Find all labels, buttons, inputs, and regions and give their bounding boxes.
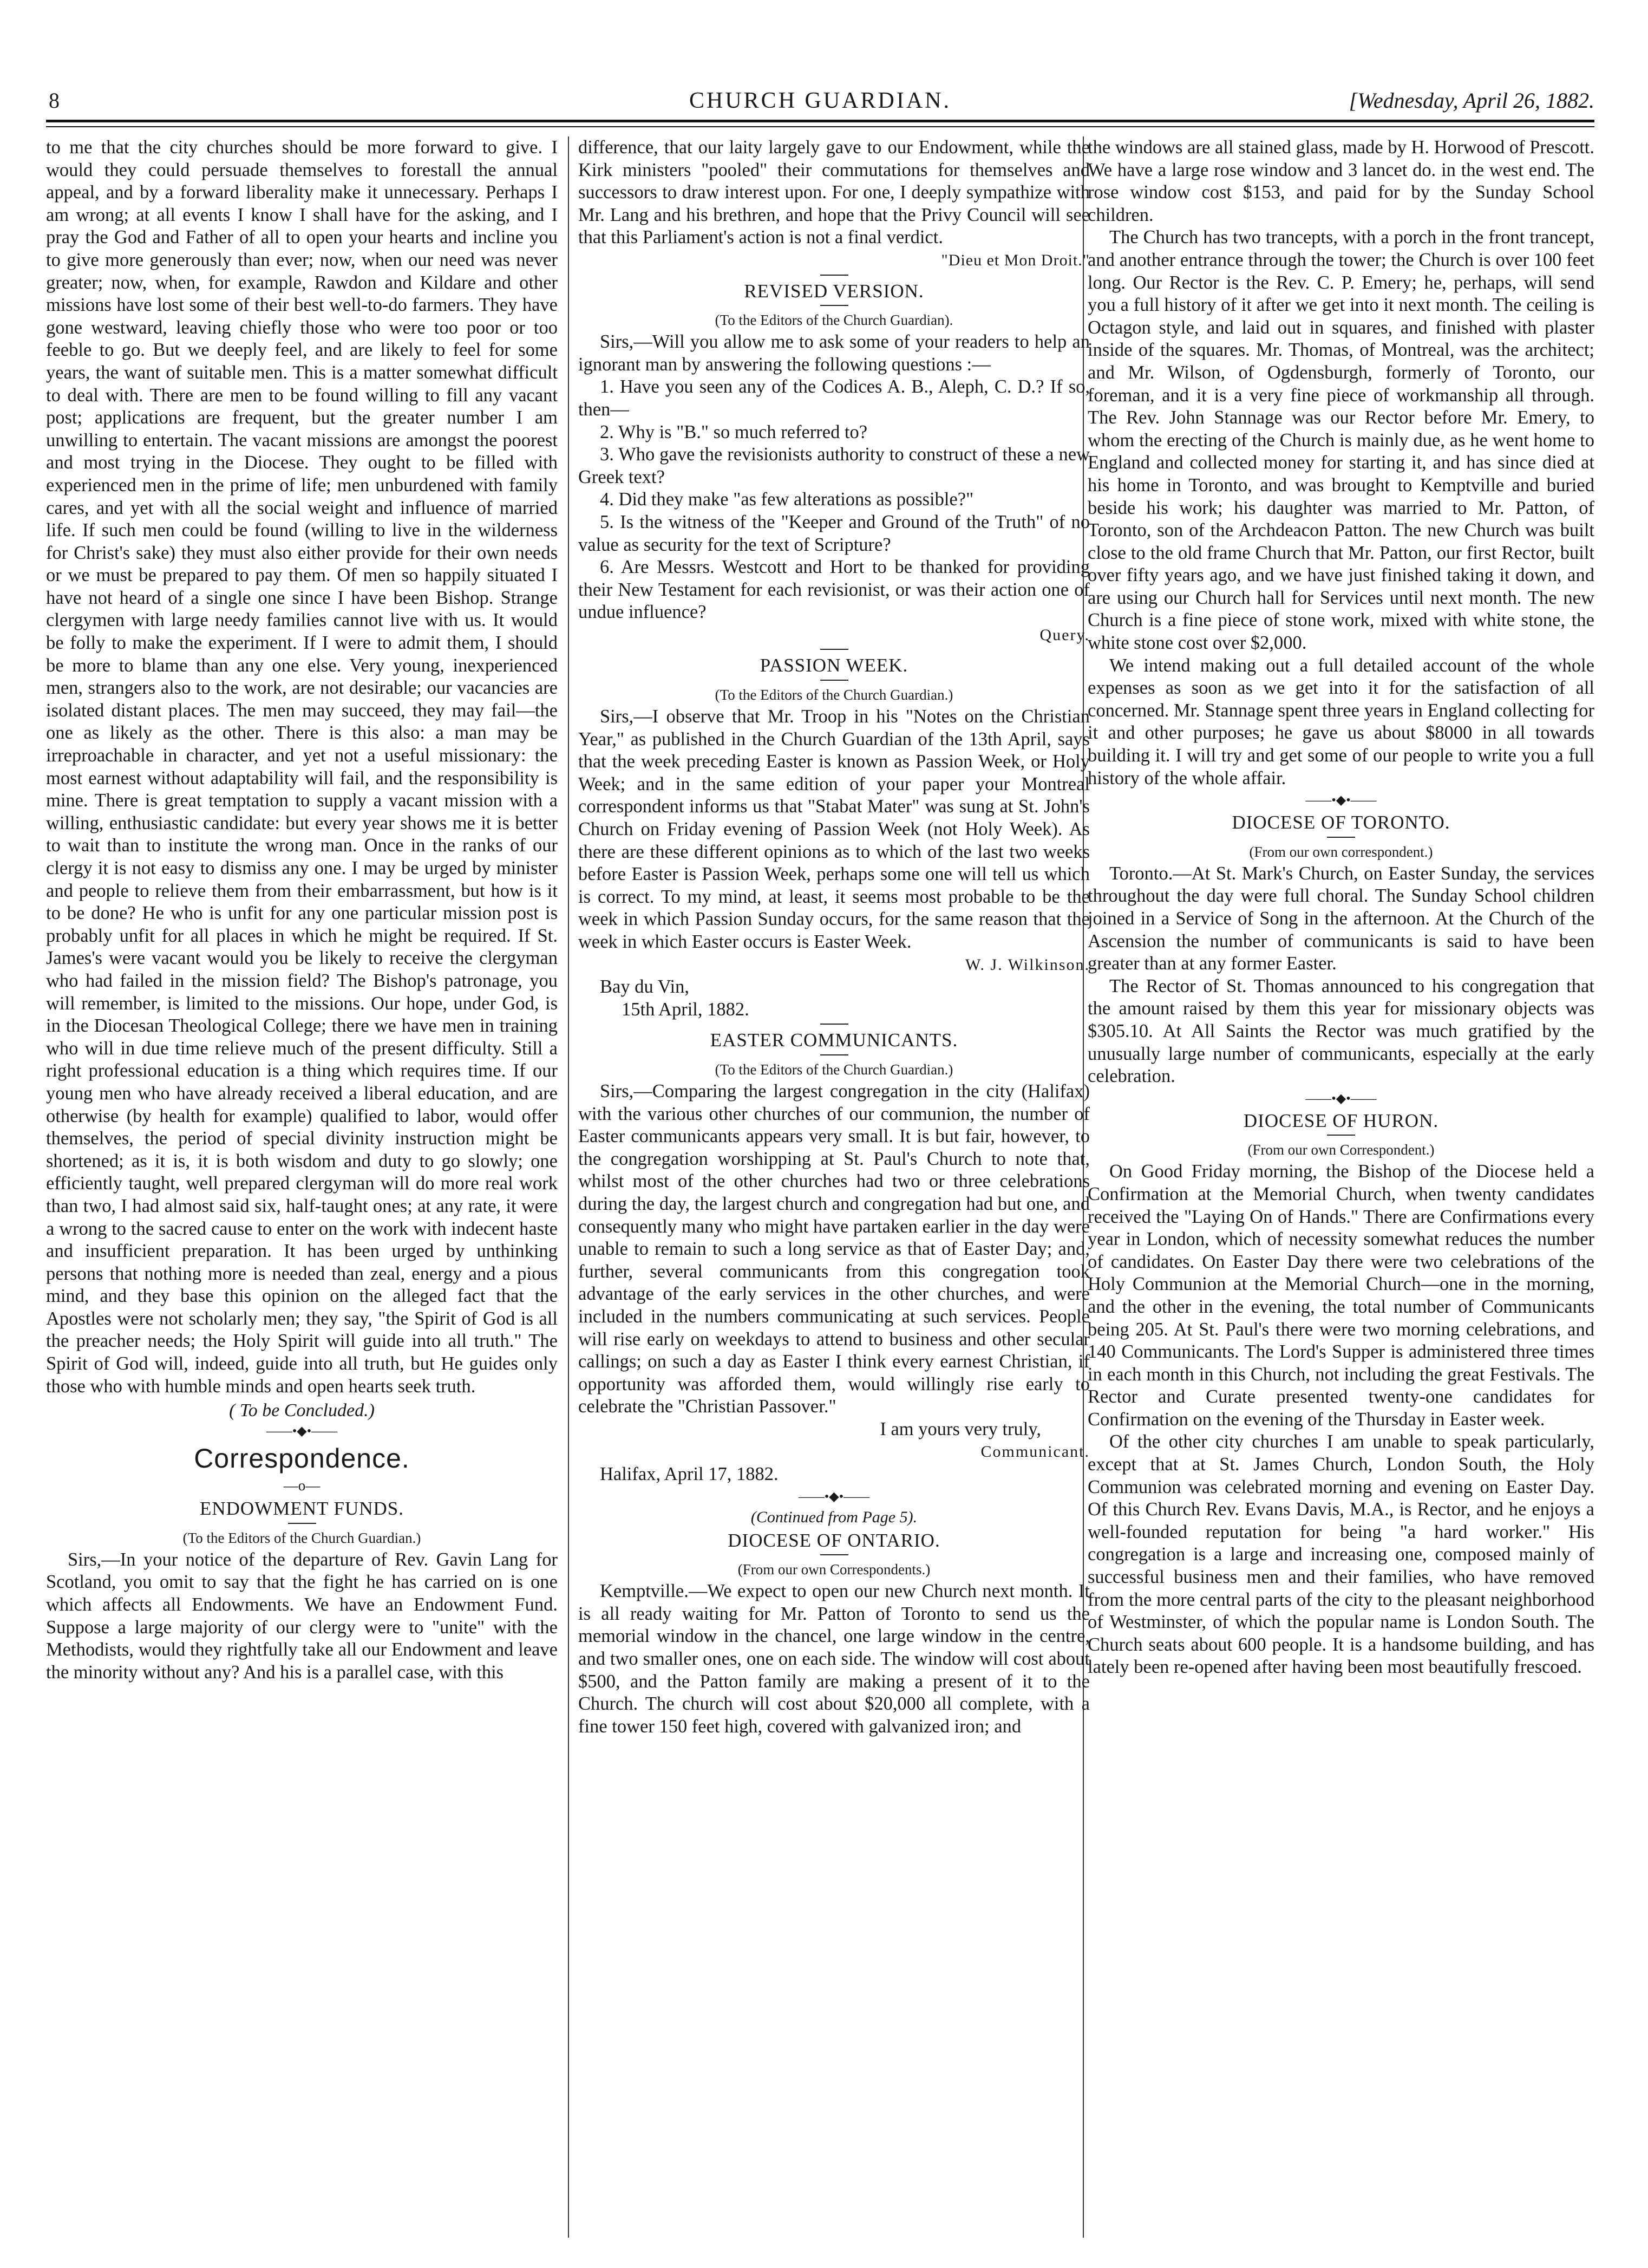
newspaper-title: CHURCH GUARDIAN.	[689, 88, 952, 113]
kemptville-report-continuation: the windows are all stained glass, made by H. Horwood of Prescott. We have a large rose window and 3 lancet do. in the west end. The rose window cost $153, and paid for by the Sunday School children.	[1088, 137, 1594, 225]
easter-communicants-heading: EASTER COMMUNICANTS.	[710, 1029, 958, 1051]
ornament-small: —o—	[283, 1477, 321, 1494]
dash-divider	[1327, 837, 1355, 838]
dash-divider	[820, 1054, 848, 1055]
column-3	[1088, 136, 1594, 2238]
easter-letter-closing: I am yours very truly,	[880, 1418, 1041, 1439]
page-number: 8	[49, 88, 60, 113]
kemptville-church-description: The Church has two trancepts, with a porch in the front trancept, and another entrance through the tower; the Church is over 100 feet long. Our Rector is the Rev. C. P. Emery; he, perhaps, will send you a full history of it after we get into it next month. The ceiling is Octagon style, and laid out in squares, and finished with plaster inside of the squares. Mr. Thomas, of Montreal, was the architect; and Mr. Wilson, of Ogdensburgh, formerly of Toronto, our foreman, and it is a very fine piece of workmanship all through. The Rev. John Stannage was our Rector before Mr. Emery, to whom the erecting of the Church is mainly due, as he went home to England and collected money for starting it, and has since died at his home in Toronto, and was brought to Kemptville and buried beside his work; his daughter was married to Mr. Patton, of Toronto, son of the Archdeacon Patton. The new Church was built close to the old frame Church that Mr. Patton, our first Rector, built over fifty years ago, and we have just finished taking it down, and are using our Church hall for Services until next month. The new Church is a fine piece of stone work, mixed with white stone, the white stone cost over $2,000.	[1088, 227, 1594, 654]
passion-week-signature: W. J. Wilkinson.	[965, 955, 1090, 974]
letter-signature-motto: "Dieu et Mon Droit."	[941, 251, 1090, 269]
question-2: 2. Why is "B." so much referred to?	[600, 421, 868, 442]
easter-communicants-byline: (To the Editors of the Church Guardian.)	[715, 1061, 953, 1078]
kemptville-expenses: We intend making out a full detailed account of the whole expenses as soon as we get into it for the satisfaction of all concerned. Mr. Stannage spent three years in England collecting for it and other purposes; he gave us about $8000 in all towards building it. I will try and get some of our people to write you a full history of the whole affair.	[1088, 655, 1594, 788]
column-2	[578, 136, 1090, 2238]
endowment-funds-byline: (To the Editors of the Church Guardian.)	[182, 1529, 421, 1546]
dash-divider	[820, 649, 848, 650]
ornament-divider: ——•◆•——	[1305, 1091, 1377, 1106]
revised-version-intro: Sirs,—Will you allow me to ask some of your readers to help an ignorant man by answering the following questions :—	[578, 331, 1090, 375]
query-signature: Query.	[1039, 625, 1090, 644]
revised-version-heading: REVISED VERSION.	[744, 280, 924, 302]
diocese-of-ontario-heading: DIOCESE OF ONTARIO.	[728, 1529, 940, 1551]
kemptville-report: Kemptville.—We expect to open our new Church next month. It is all ready waiting for Mr. Patton of Toronto to send us the memorial window in the chancel, one large window in the centre, and two smaller ones, one on each side. The window will cost about $500, and the Patton family are making a present of it to the Church. The church will cost about $20,000 all complete, with a fine tower 150 feet high, covered with galvanized iron; and	[578, 1581, 1090, 1737]
easter-letter-signature: Communicant.	[980, 1443, 1090, 1461]
toronto-report-2: The Rector of St. Thomas announced to his congregation that the amount raised by them this year for missionary objects was $305.10. At All Saints the Rector was much gratified by the unusually large number of communicants, especially at the early celebration.	[1088, 975, 1594, 1087]
masthead-rule-thin	[46, 126, 1594, 127]
dash-divider	[288, 1523, 316, 1524]
dash-divider	[820, 305, 848, 306]
dash-divider	[820, 680, 848, 681]
dash-divider	[1327, 1135, 1355, 1136]
ornament-divider: ——•◆•——	[798, 1489, 870, 1504]
question-3: 3. Who gave the revisionists authority to construct of these a new Greek text?	[578, 444, 1090, 487]
revised-version-byline: (To the Editors of the Church Guardian).	[715, 312, 953, 329]
passion-week-byline: (To the Editors of the Church Guardian.)	[715, 687, 953, 703]
masthead	[46, 86, 1594, 116]
masthead-rule-thick	[46, 120, 1594, 122]
endowment-funds-letter: Sirs,—In your notice of the departure of Rev. Gavin Lang for Scotland, you omit to say that the fight he has carried on is one which affects all Endowments. We have an Endowment Fund. Suppose a large majority of our clergy were to "unite" with the Methodists, would they rightfully take all our Endowment and leave the minority without any? And his is a parallel case, with this	[46, 1549, 558, 1683]
passion-week-letter: Sirs,—I observe that Mr. Troop in his "Notes on the Christian Year," as published in the Church Guardian of the 13th April, says that the week preceding Easter is known as Passion Week, or Holy Week; and in the same edition of your paper your Montreal correspondent informs us that "Stabat Mater" was sung at St. John's Church on Friday evening of Passion Week (not Holy Week). As there are these different opinions as to which of the last two weeks before Easter is Passion Week, perhaps some one will tell us which is correct. To my mind, at least, it seems most probable to be the week in which Passion Sunday occurs, for the same reason that the week in which Easter occurs is Easter Week.	[578, 706, 1090, 952]
easter-letter-place-date: Halifax, April 17, 1882.	[600, 1464, 779, 1485]
diocese-of-toronto-heading: DIOCESE OF TORONTO.	[1232, 812, 1450, 833]
article-continuation: to me that the city churches should be more forward to give. I would they could persuade themselves to forestall the annual appeal, and by a forward liberality make it unnecessary. Perhaps I am wrong; at all events I know I shall have for the asking, and I pray the God and Father of all to open your hearts and incline you to give more generously than ever; now, when our need was never greater; now, when, for example, Rawdon and Kildare and other missions have lost some of their best well-to-do farmers. They have gone westward, leaving chiefly those who were too poor or too feeble to go. But we deeply feel, and are likely to feel for some years, the want of suitable men. This is a matter somewhat difficult to deal with. There are men to be found willing to fill any vacant post; applications are frequent, but the greater number I am unwilling to entertain. The vacant missions are amongst the poorest and most trying in the Diocese. They ought to be filled with experienced men in the prime of life; men unburdened with family cares, and yet with all the social weight and influence of married life. If such men could be found (willing to live in the wilderness for Christ's sake) they must also either provide for their own needs or we must be prepared to pay them. Of men so happily situated I have not heard of a single one since I have been Bishop. Strange clergymen with large needy families cannot live with us. It would be folly to make the experiment. If I were to admit them, I should be more to blame than any one else. Very young, inexperienced men, strangers also to the work, are not desirable; our vacancies are isolated distant places. The men may succeed, they may fail—the one as likely as the other. There is this also: a man may be irreproachable in character, and yet not a useful missionary: the most earnest without adaptability will fail, and the responsibility is mine. There is great temptation to supply a vacant mission with a willing, enthusiastic candidate: but every year shows me it is better to wait than to institute the wrong man. Once in the ranks of our clergy it is not easy to dismiss any one. I may be urged by minister and people to relieve them from their embarrassment, but how is it to be done? He who is unfit for any one particular mission post is probably unfit for all places in which he might be required. If St. James's were vacant would you be likely to receive the clergyman who had failed in the mission field? The Bishop's patronage, you will remember, is limited to the missions. Our hope, under God, is in the Diocesan Theological College; there we have men in training who will in due time relieve much of the present difficulty. Still a right professional education is a thing which requires time. If our young men who have already received a liberal education, and are otherwise (by health for example) qualified to labor, would offer themselves, the period of special divinity instruction might be shortened; as it is, it is both wisdom and duty to go slowly; one efficiently taught, well prepared clergyman will do more real work than two, I had almost said six, half-taught ones; at any rate, it were a wrong to the sacred cause to enter on the work with indecent haste and insufficient preparation. It has been urged by unthinking persons that nothing more is needed than zeal, energy and a pious mind, and they base this opinion on the alleged fact that the Apostles were not scholarly men; they say, "the Spirit of God is all the preacher needs; the Holy Spirit will guide into all truth." The Spirit of God will, indeed, guide into all truth, but He guides only those who with humble minds and open hearts seek truth.	[46, 137, 558, 1397]
dash-divider	[820, 1024, 848, 1025]
passion-week-heading: PASSION WEEK.	[760, 655, 908, 676]
issue-date: [Wednesday, April 26, 1882.	[1349, 88, 1594, 113]
huron-report-1: On Good Friday morning, the Bishop of the Diocese held a Confirmation at the Memorial Church, when twenty candidates received the "Laying On of Hands." There are Confirmations every year in London, which of necessity somewhat reduces the number of candidates. On Easter Day there were two celebrations of the Holy Communion at the Memorial Church—one in the morning, and the other in the evening, the total number of Communicants being 205. At St. Paul's there were two morning celebrations, and 140 Communicants. The Lord's Supper is administered three times in each month in this Church, not including the great Festivals. The Rector and Curate presented twenty-one candidates for Confirmation on the evening of the Thursday in Easter week.	[1088, 1161, 1594, 1430]
question-5: 5. Is the witness of the "Keeper and Ground of the Truth" of no value as security for the text of Scripture?	[578, 511, 1090, 555]
diocese-of-ontario-byline: (From our own Correspondents.)	[737, 1561, 931, 1578]
toronto-report-1: Toronto.—At St. Mark's Church, on Easter Sunday, the services throughout the day were full choral. The Sunday School children joined in a Service of Song in the afternoon. At the Church of the Ascension the number of communicants is said to have been greater than at any former Easter.	[1088, 863, 1594, 974]
diocese-of-huron-byline: (From our own Correspondent.)	[1247, 1142, 1435, 1158]
to-be-concluded-note: ( To be Concluded.)	[229, 1400, 375, 1421]
passion-week-place: Bay du Vin,	[600, 976, 690, 998]
endowment-letter-continuation: difference, that our laity largely gave to our Endowment, while the Kirk ministers "pooled" their commutations for themselves and successors to draw interest upon. For one, I deeply sympathize with Mr. Lang and his brethren, and hope that the Privy Council will see that this Parliament's action is not a final verdict.	[578, 137, 1090, 248]
huron-report-2: Of the other city churches I am unable to speak particularly, except that at St. James Church, London South, the Holy Communion was celebrated morning and evening on Easter Day. Of this Church Rev. Evans Davis, M.A., is Rector, and he enjoys a well-founded reputation for being "a hard worker." His congregation is a large and increasing one, composed mainly of successful business men and their families, who have removed from the more central parts of the city to the pleasant neighborhood of Westminster, of which the popular name is London South. The Church seats about 600 people. It is a handsome building, and has lately been re-opened after having been most beautifully frescoed.	[1088, 1431, 1594, 1678]
column-1	[46, 136, 558, 2238]
diocese-of-huron-heading: DIOCESE OF HURON.	[1243, 1110, 1439, 1131]
question-1: 1. Have you seen any of the Codices A. B., Aleph, C. D.? If so, then—	[578, 376, 1090, 420]
diocese-of-toronto-byline: (From our own correspondent.)	[1249, 843, 1433, 860]
dash-divider	[820, 1554, 848, 1555]
passion-week-date: 15th April, 1882.	[622, 999, 749, 1020]
dash-divider	[820, 275, 848, 276]
easter-communicants-letter: Sirs,—Comparing the largest congregation in the city (Halifax) with the various other churches of our communion, the number of Easter communicants appears very small. It is but fair, however, to the congregation worshipping at St. Paul's Church to note that, whilst most of the other churches had two or three celebrations during the day, the largest church and congregation had but one, and consequently many who might have partaken earlier in the day were unable to remain to such a long service as that of Easter Day; and, further, several communicants from this congregation took advantage of the early services in the other churches, and were included in the numbers communicating at such services. People will rise early on weekdays to attend to business and other secular callings; on such a day as Easter I think every earnest Christian, if opportunity was afforded them, would willingly rise early to celebrate the "Christian Passover."	[578, 1080, 1090, 1417]
ornament-divider: ——•◆•——	[1305, 793, 1377, 808]
continued-from-note: (Continued from Page 5).	[750, 1508, 918, 1526]
ornament-divider: ——•◆•——	[266, 1424, 338, 1439]
question-4: 4. Did they make "as few alterations as possible?"	[600, 489, 974, 510]
correspondence-heading: Correspondence.	[194, 1443, 410, 1474]
endowment-funds-heading: ENDOWMENT FUNDS.	[199, 1498, 404, 1520]
column-divider	[568, 136, 569, 2238]
question-6: 6. Are Messrs. Westcott and Hort to be thanked for providing their New Testament for each revisionist, or was their action one of undue influence?	[578, 557, 1090, 623]
